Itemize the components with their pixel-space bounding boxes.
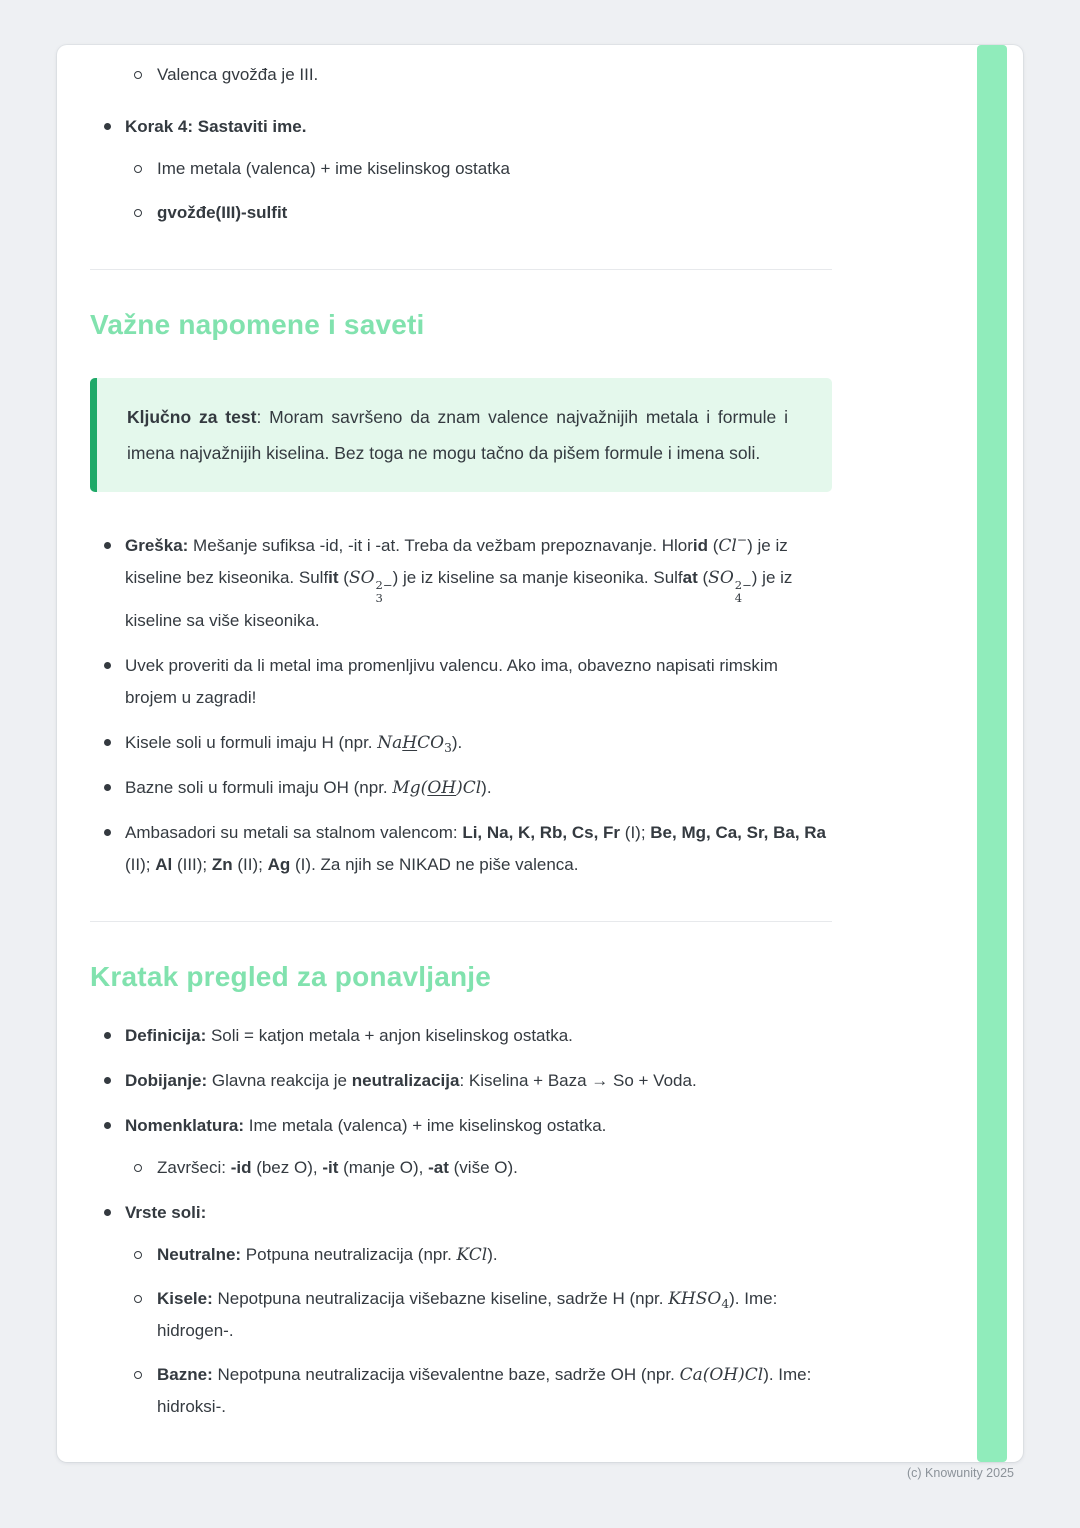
bullet-kisele-soli: [90, 727, 832, 759]
circle-bullet-icon: [134, 165, 142, 173]
napomene-list: [90, 530, 832, 881]
bullet-uvek-proveriti: [90, 650, 832, 714]
bullet-ime-metala: [125, 153, 832, 185]
circle-bullet-icon: [134, 1295, 142, 1303]
circle-bullet-icon: [134, 209, 142, 217]
bullet-text: Korak 4: Sastaviti ime.: [125, 117, 307, 136]
disc-bullet-icon: [104, 1209, 111, 1216]
circle-bullet-icon: [134, 1164, 142, 1172]
copyright-notice: (c) Knowunity 2025: [906, 1466, 1014, 1480]
section-divider: [90, 921, 832, 922]
section-title-vazne-napomene: Važne napomene i saveti: [90, 309, 425, 340]
bullet-text: Kisele: Nepotpuna neutralizacija višebazne kiseline, sadrže H (npr. $KHSO_4$). Ime: hidrogen-.: [157, 1289, 778, 1341]
bullet-ambasadori: [90, 817, 832, 881]
bullet-zavrseci: [125, 1152, 832, 1184]
bullet-gvozdje-sulfit: [125, 197, 832, 229]
bullet-definicija: [90, 1020, 832, 1052]
bullet-text: Greška: Mešanje sufiksa -id, -it i -at. Treba da vežbam prepoznavanje. Hlorid (Cl−) je iz kiseline bez kiseonika. Sulfit (SO 2− 3 ) je iz kiseline sa manje kiseonika. Sulfat (SO 2− 4 ) je iz kiseline sa više kiseonika.: [125, 533, 793, 631]
page-content: [90, 45, 832, 1436]
bullet-valenca-gvozdja: [125, 59, 832, 91]
circle-bullet-icon: [134, 71, 142, 79]
notes-page: [57, 45, 1023, 1462]
bullet-text: gvožđe(III)-sulfit: [157, 203, 288, 222]
korak4-sublist: [125, 153, 832, 229]
vrste-sublist: [125, 1239, 832, 1423]
bullet-text: Dobijanje: Glavna reakcija je neutralizacija: Kiselina + Baza → So + Voda.: [125, 1071, 697, 1091]
bullet-korak4: [90, 111, 832, 229]
bullet-text: Neutralne: Potpuna neutralizacija (npr. KCl).: [157, 1245, 498, 1266]
page-accent-bar: [977, 45, 1007, 1462]
disc-bullet-icon: [104, 784, 111, 791]
nomenklatura-sublist: [125, 1152, 832, 1184]
bullet-text: Bazne soli u formuli imaju OH (npr. Mg(OH)Cl).: [125, 778, 492, 799]
bullet-bazne: [125, 1359, 832, 1423]
key-note-callout: [90, 378, 832, 492]
bullet-text: Ambasadori su metali sa stalnom valencom: Li, Na, K, Rb, Cs, Fr (I); Be, Mg, Ca, Sr, Ba, Ra (II); Al (III); Zn (II); Ag (I). Za njih se NIKAD ne piše valenca.: [125, 823, 827, 875]
disc-bullet-icon: [104, 829, 111, 836]
bullet-vrste-soli: [90, 1197, 832, 1423]
bullet-text: Definicija: Soli = katjon metala + anjon kiselinskog ostatka.: [125, 1026, 573, 1046]
section-divider: [90, 269, 832, 270]
disc-bullet-icon: [104, 1122, 111, 1129]
bullet-greska: [90, 530, 832, 637]
bullet-text: Kisele soli u formuli imaju H (npr. NaHCO$_3$).: [125, 733, 463, 756]
disc-bullet-icon: [104, 739, 111, 746]
section-title-kratak-pregled: Kratak pregled za ponavljanje: [90, 961, 492, 993]
bullet-nomenklatura: [90, 1110, 832, 1184]
bullet-dobijanje: [90, 1065, 832, 1097]
bullet-text: Ime metala (valenca) + ime kiselinskog ostatka: [157, 159, 510, 178]
bullet-kisele: [125, 1283, 832, 1347]
disc-bullet-icon: [104, 123, 111, 130]
disc-bullet-icon: [104, 662, 111, 669]
disc-bullet-icon: [104, 1077, 111, 1084]
circle-bullet-icon: [134, 1251, 142, 1259]
circle-bullet-icon: [134, 1371, 142, 1379]
pregled-list: [90, 1020, 832, 1423]
bullet-text: Završeci: -id (bez O), -it (manje O), -at (više O).: [157, 1158, 518, 1178]
bullet-text: Uvek proveriti da li metal ima promenljivu valencu. Ako ima, obavezno napisati rimskim brojem u zagradi!: [125, 656, 778, 708]
carryover-sublist: [125, 59, 832, 91]
callout-text: Ključno za test: Moram savršeno da znam valence najvažnijih metala i formule i imena najvažnijih kiselina. Bez toga ne mogu tačno da pišem formule i imena soli.: [127, 407, 788, 463]
bullet-text: Nomenklatura: Ime metala (valenca) + ime kiselinskog ostatka.: [125, 1116, 607, 1136]
disc-bullet-icon: [104, 542, 111, 549]
bullet-bazne-soli: [90, 772, 832, 804]
steps-list: [90, 111, 832, 229]
bullet-text: Valenca gvožđa je III.: [157, 65, 319, 84]
disc-bullet-icon: [104, 1032, 111, 1039]
bullet-text: Bazne: Nepotpuna neutralizacija viševalentne baze, sadrže OH (npr. Ca(OH)Cl). Ime: hidroksi-.: [157, 1365, 812, 1417]
bullet-text: Vrste soli:: [125, 1203, 207, 1223]
bullet-neutralne: [125, 1239, 832, 1271]
